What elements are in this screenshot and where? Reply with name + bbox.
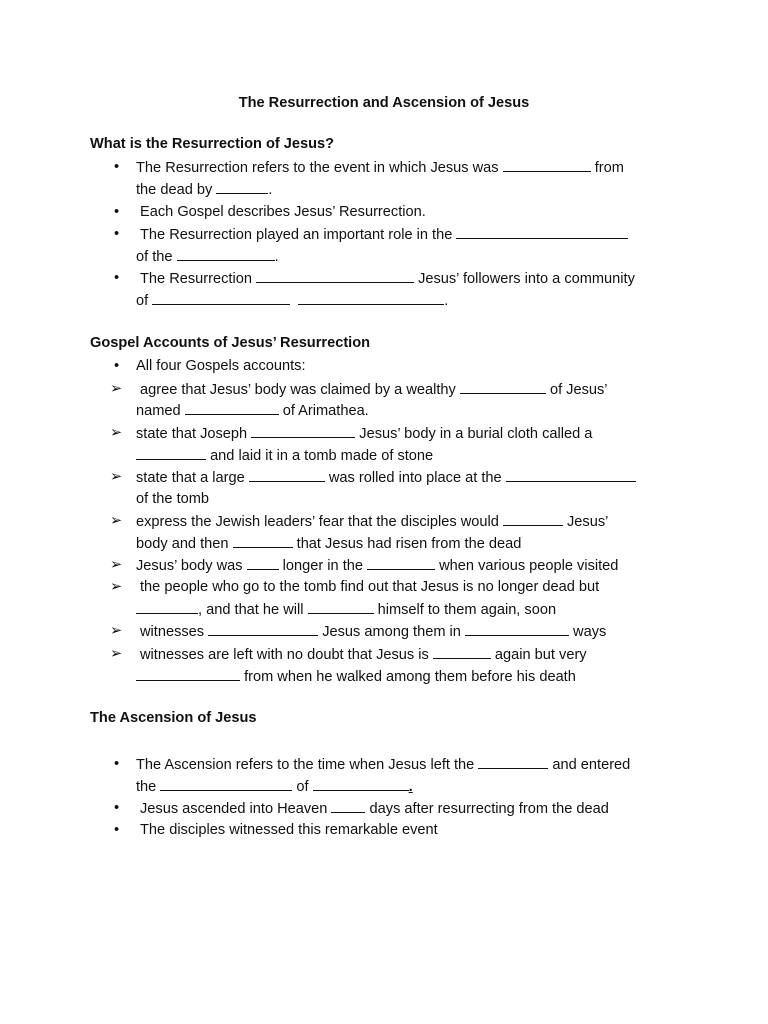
list-item (140, 622, 606, 641)
fill-in-blank[interactable] (136, 667, 240, 681)
list-item-continuation (136, 180, 272, 199)
item-text: and laid it in a tomb made of stone (210, 448, 434, 464)
fill-in-blank[interactable] (313, 777, 409, 791)
fill-in-blank[interactable] (298, 291, 444, 305)
arrow-marker: ➢ (110, 557, 123, 573)
list-item-continuation (136, 291, 448, 310)
fill-in-blank[interactable] (456, 225, 628, 239)
list-item (136, 424, 592, 443)
fill-in-blank[interactable] (185, 401, 279, 415)
arrow-marker: ➢ (110, 381, 123, 397)
item-text: . (444, 293, 449, 309)
arrow-marker: ➢ (110, 513, 123, 529)
list-item (136, 755, 630, 774)
item-text: of the tomb (136, 491, 210, 507)
item-text: Jesus’ followers into a community (418, 271, 635, 287)
fill-in-blank[interactable] (247, 556, 279, 570)
item-text: witnesses are left with no doubt that Jesus is (140, 647, 429, 663)
list-item (140, 380, 608, 399)
item-text: was rolled into place at the (328, 470, 502, 486)
bullet-marker: • (114, 800, 120, 816)
arrow-marker: ➢ (110, 579, 123, 595)
list-item-continuation (136, 667, 576, 686)
item-text: from (594, 160, 624, 176)
item-text: express the Jewish leaders’ fear that the disciples would (136, 514, 499, 530)
item-text: . (268, 182, 273, 198)
fill-in-blank[interactable] (251, 424, 355, 438)
list-item (136, 468, 636, 487)
item-text: The disciples witnessed this remarkable event (140, 822, 438, 838)
item-text: days after resurrecting from the dead (369, 801, 609, 817)
fill-in-blank[interactable] (216, 180, 268, 194)
list-item (140, 225, 628, 244)
item-text: ways (573, 624, 607, 640)
fill-in-blank[interactable] (177, 247, 275, 261)
list-item (140, 645, 587, 664)
item-text: of (296, 779, 309, 795)
bullet-marker: • (114, 270, 120, 286)
list-item (140, 578, 599, 596)
list-item (140, 799, 609, 818)
item-text: the people who go to the tomb find out that Jesus is no longer dead but (140, 579, 600, 595)
fill-in-blank[interactable] (256, 269, 414, 283)
item-text: . (408, 779, 413, 795)
list-item-continuation (136, 247, 279, 266)
bullet-marker: • (114, 159, 120, 175)
fill-in-blank[interactable] (331, 799, 365, 813)
item-text: of Arimathea. (282, 403, 369, 419)
fill-in-blank[interactable] (136, 600, 198, 614)
item-text: Each Gospel describes Jesus’ Resurrection. (140, 204, 426, 220)
item-text: The Resurrection played an important role in the (140, 227, 453, 243)
item-text: of Jesus’ (549, 382, 608, 398)
bullet-marker: • (114, 756, 120, 772)
list-item (136, 357, 306, 375)
section-heading-gospel-accounts: Gospel Accounts of Jesus’ Resurrection (90, 335, 371, 351)
item-text: longer in the (282, 558, 363, 574)
item-text: Jesus among them in (322, 624, 461, 640)
fill-in-blank[interactable] (460, 380, 546, 394)
list-item (136, 512, 608, 531)
fill-in-blank[interactable] (136, 446, 206, 460)
item-text: witnesses (140, 624, 205, 640)
list-item-continuation (136, 401, 369, 420)
list-item (136, 556, 618, 575)
item-text: , and that he will (198, 602, 304, 618)
item-text: Jesus’ (567, 514, 609, 530)
bullet-marker: • (114, 226, 120, 242)
page-title: The Resurrection and Ascension of Jesus (238, 95, 530, 111)
bullet-marker: • (114, 358, 120, 374)
fill-in-blank[interactable] (367, 556, 435, 570)
fill-in-blank[interactable] (152, 291, 290, 305)
list-item-continuation (136, 534, 521, 553)
list-item-continuation (136, 600, 556, 619)
list-item (136, 158, 624, 177)
item-text: state that a large (136, 470, 245, 486)
fill-in-blank[interactable] (506, 468, 636, 482)
bullet-marker: • (114, 822, 120, 838)
item-text: that Jesus had risen from the dead (296, 536, 522, 552)
item-text: the dead by (136, 182, 213, 198)
item-text: when various people visited (439, 558, 619, 574)
fill-in-blank[interactable] (465, 622, 569, 636)
list-item (140, 203, 426, 221)
fill-in-blank[interactable] (233, 534, 293, 548)
item-text: The Resurrection refers to the event in which Jesus was (136, 160, 499, 176)
item-text: state that Joseph (136, 426, 248, 442)
item-text: of (136, 293, 149, 309)
section-heading-resurrection: What is the Resurrection of Jesus? (90, 136, 335, 152)
item-text: The Resurrection (140, 271, 252, 287)
arrow-marker: ➢ (110, 623, 123, 639)
item-text: and entered (552, 757, 631, 773)
item-text: The Ascension refers to the time when Jesus left the (136, 757, 475, 773)
item-text: himself to them again, soon (377, 602, 557, 618)
fill-in-blank[interactable] (208, 622, 318, 636)
item-text: of the (136, 249, 173, 265)
list-item-continuation (136, 490, 209, 508)
item-text: named (136, 403, 181, 419)
item-text: body and then (136, 536, 229, 552)
fill-in-blank[interactable] (308, 600, 374, 614)
arrow-marker: ➢ (110, 469, 123, 485)
fill-in-blank[interactable] (160, 777, 292, 791)
arrow-marker: ➢ (110, 425, 123, 441)
arrow-marker: ➢ (110, 646, 123, 662)
item-text: agree that Jesus’ body was claimed by a wealthy (140, 382, 456, 398)
item-text: All four Gospels accounts: (136, 358, 306, 374)
item-text: again but very (494, 647, 587, 663)
item-text: from when he walked among them before his death (244, 669, 576, 685)
item-text: Jesus’ body in a burial cloth called a (359, 426, 593, 442)
list-item-continuation (136, 446, 433, 465)
item-text: the (136, 779, 157, 795)
fill-in-blank[interactable] (503, 158, 591, 172)
fill-in-blank[interactable] (478, 755, 548, 769)
list-item (140, 821, 438, 839)
item-text: . (274, 249, 279, 265)
fill-in-blank[interactable] (503, 512, 563, 526)
item-text: Jesus’ body was (136, 558, 243, 574)
fill-in-blank[interactable] (433, 645, 491, 659)
section-heading-ascension: The Ascension of Jesus (90, 710, 257, 726)
bullet-marker: • (114, 204, 120, 220)
list-item (140, 269, 635, 288)
fill-in-blank[interactable] (249, 468, 325, 482)
item-text: Jesus ascended into Heaven (140, 801, 328, 817)
list-item-continuation (136, 777, 413, 796)
